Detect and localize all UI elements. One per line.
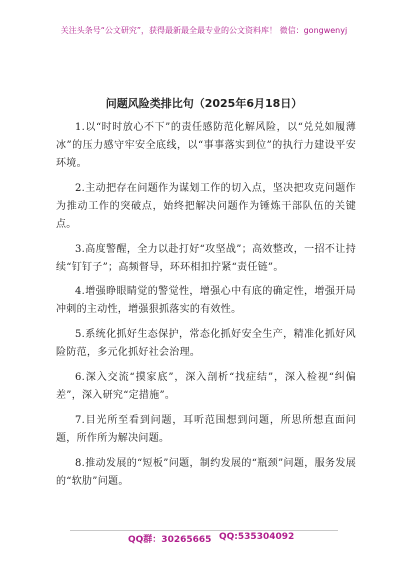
paragraph-2: 2.主动把存在问题作为谋划工作的切入点，坚决把攻克问题作为推动工作的突破点，始终把解决问题作为锤炼干部队伍的关键点。: [56, 182, 356, 230]
header-promo-text: 关注头条号“公文研究”，获得最新最全最专业的公文资料库！ 微信：gongwenyj: [60, 26, 348, 35]
document-body: [56, 119, 356, 497]
paragraph-4: 4.增强睁眼睛觉的警觉性，增强心中有底的确定性，增强开局冲刺的主动性，增强狠抓落实的有效性。: [56, 286, 356, 316]
paragraph-6: 6.深入交流“摸家底”，深入剖析“找症结”，深入检视“纠偏差”，深入研究“定措施”。: [56, 371, 356, 401]
page-footer: [0, 532, 408, 546]
footer-divider: [70, 530, 338, 531]
page-header: [0, 0, 408, 60]
document-title: 问题风险类排比句（2025年6月18日）: [105, 97, 303, 110]
paragraph-1: 1.以“时时放心不下”的责任感防范化解风险，以“兑兑如履薄冰”的压力感守牢安全底线，以“事事落实到位”的执行力建设平安环境。: [56, 122, 356, 169]
footer-qq: QQ:535304092: [219, 532, 295, 542]
paragraph-3: 3.高度警醒，全力以赴打好“攻坚战”；高效整改，一招不让持续“钉钉子”；高频督导，环环相扣拧紧“责任链”。: [56, 243, 356, 273]
paragraph-7: 7.目光所至看到问题，耳听范围想到问题，所思所想直面问题，所作所为解决问题。: [56, 414, 356, 444]
paragraph-5: 5.系统化抓好生态保护，常态化抓好安全生产，精准化抓好风险防范，多元化抓好社会治理。: [56, 329, 356, 359]
footer-qq-group: QQ群：30265665: [128, 535, 212, 545]
paragraph-8: 8.推动发展的“短板”问题，制约发展的“瓶颈”问题，服务发展的“软肋”问题。: [56, 457, 356, 487]
